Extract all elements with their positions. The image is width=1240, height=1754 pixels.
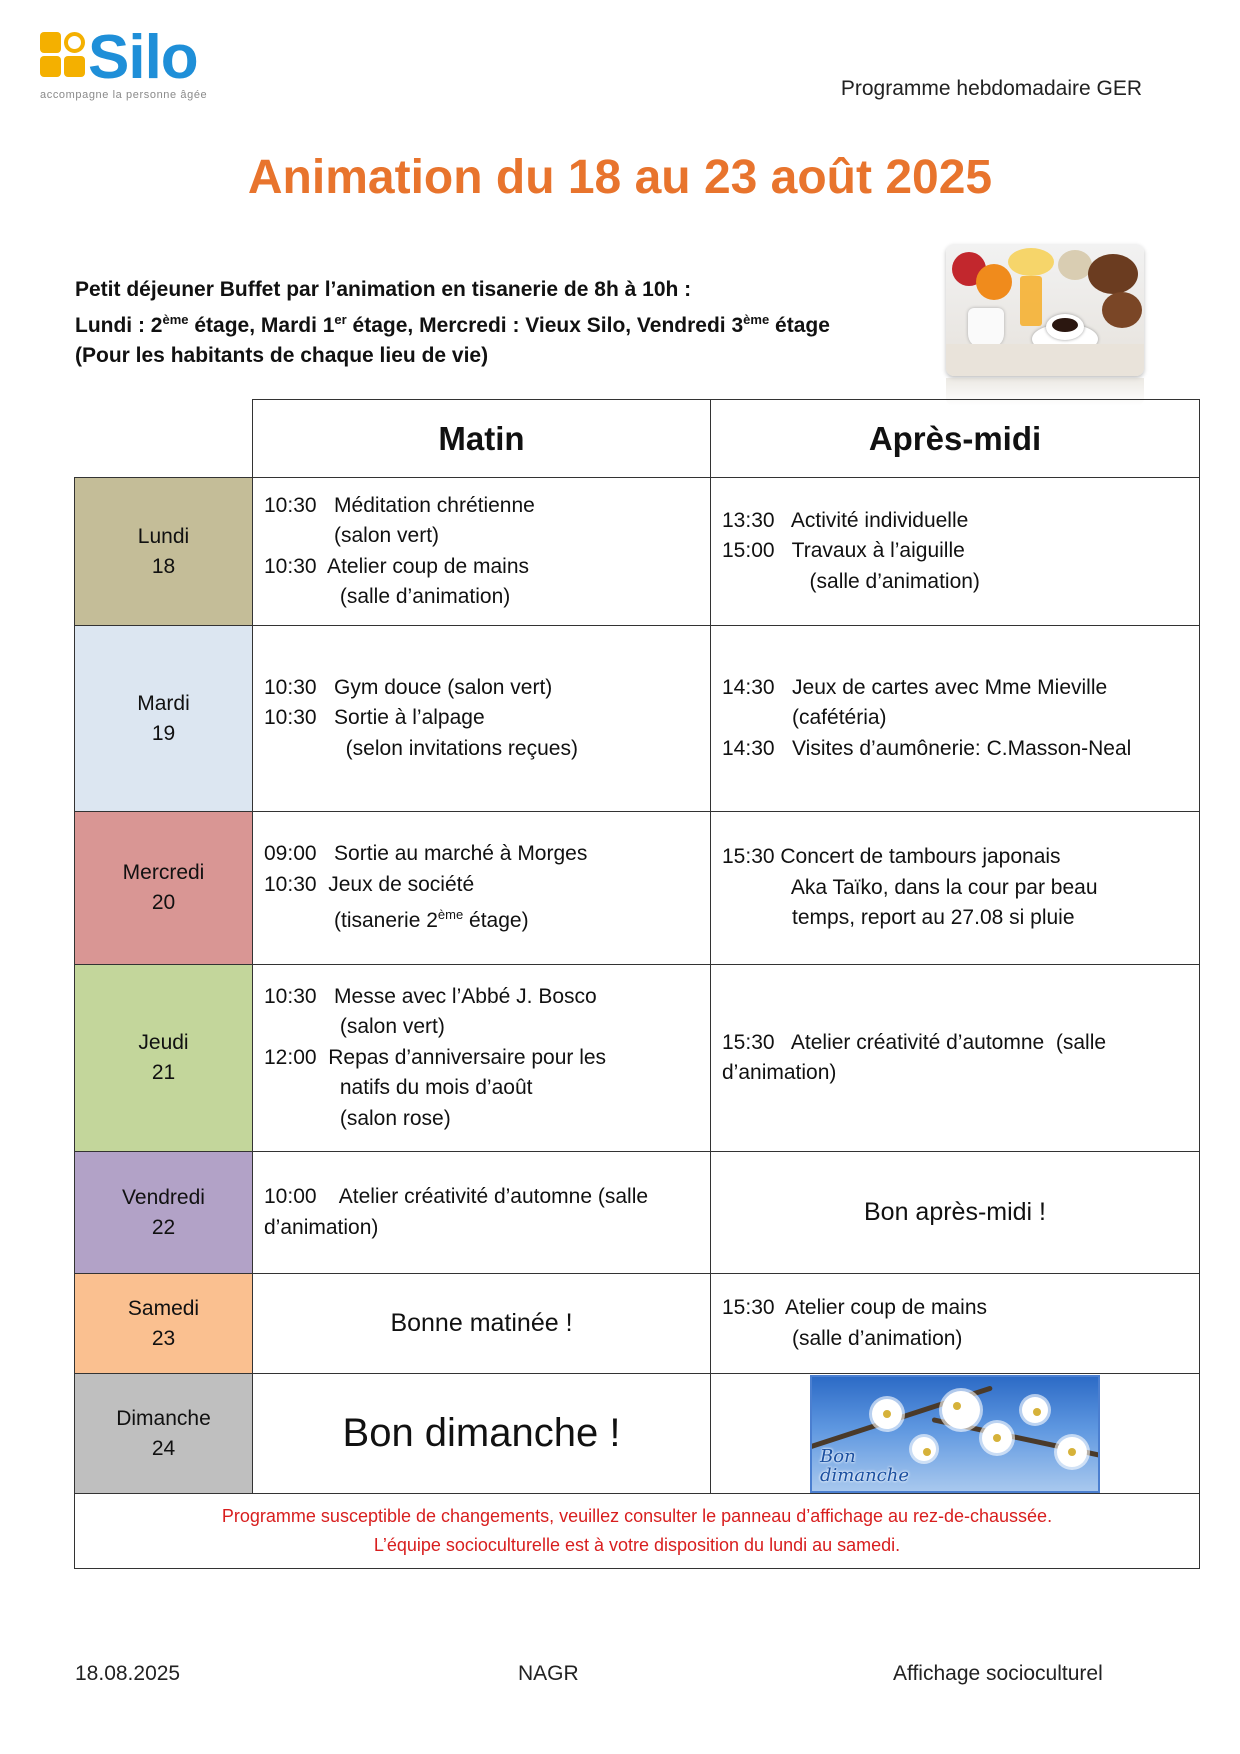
table-row [75, 1274, 1200, 1374]
morning-cell: 10:00 Atelier créativité d’automne (salle d’animation) [253, 1152, 711, 1274]
day-cell: Jeudi 21 [75, 965, 253, 1152]
table-row [75, 478, 1200, 626]
day-cell: Vendredi 22 [75, 1152, 253, 1274]
header-empty-cell [75, 400, 253, 478]
day-cell: Dimanche 24 [75, 1374, 253, 1494]
weekly-schedule-table [74, 399, 1200, 1569]
table-header-row [75, 400, 1200, 478]
day-cell: Mercredi 20 [75, 812, 253, 965]
table-row [75, 965, 1200, 1152]
table-footer-row [75, 1494, 1200, 1569]
bon-dimanche-image-text: Bon dimanche [820, 1445, 909, 1486]
morning-cell: 10:30 Messe avec l’Abbé J. Bosco (salon vert) 12:00 Repas d’anniversaire pour les natifs du mois d’août (salon rose) [253, 965, 711, 1152]
footer-label: Affichage socioculturel [893, 1662, 1103, 1685]
logo-mark-icon [40, 32, 88, 82]
day-cell: Samedi 23 [75, 1274, 253, 1374]
breakfast-intro [75, 275, 830, 371]
bon-dimanche-image [810, 1375, 1100, 1493]
day-cell: Mardi 19 [75, 626, 253, 812]
morning-cell: 09:00 Sortie au marché à Morges 10:30 Jeux de société (tisanerie 2ème étage) [253, 812, 711, 965]
logo-tagline: accompagne la personne âgée [40, 89, 208, 101]
program-label: Programme hebdomadaire GER [840, 77, 1142, 100]
page-title: Animation du 18 au 23 août 2025 [247, 151, 993, 204]
afternoon-cell: 14:30 Jeux de cartes avec Mme Mieville (cafétéria) 14:30 Visites d’aumônerie: C.Masson-Neal [711, 626, 1200, 812]
afternoon-cell: 15:30 Atelier créativité d’automne (salle d’animation) [711, 965, 1200, 1152]
intro-line-2: Lundi : 2ème étage, Mardi 1er étage, Mercredi : Vieux Silo, Vendredi 3ème étage [75, 312, 830, 337]
afternoon-cell: 13:30 Activité individuelle 15:00 Travaux à l’aiguille (salle d’animation) [711, 478, 1200, 626]
header-morning: Matin [253, 400, 711, 478]
header-afternoon: Après-midi [711, 400, 1200, 478]
table-row [75, 1374, 1200, 1494]
breakfast-image [946, 244, 1144, 376]
table-row [75, 626, 1200, 812]
footer-author: NAGR [518, 1662, 579, 1685]
afternoon-message: Bon après-midi ! [711, 1152, 1200, 1274]
morning-message: Bonne matinée ! [253, 1274, 711, 1374]
afternoon-cell: 15:30 Concert de tambours japonais Aka Taïko, dans la cour par beau temps, report au 27.08 si pluie [711, 812, 1200, 965]
changes-notice: Programme susceptible de changements, veuillez consulter le panneau d’affichage au rez-de-chaussée. L’équipe socioculturelle est à votre disposition du lundi au samedi. [75, 1494, 1200, 1569]
intro-line-1: Petit déjeuner Buffet par l’animation en tisanerie de 8h à 10h : [75, 278, 692, 301]
afternoon-cell: 15:30 Atelier coup de mains (salle d’animation) [711, 1274, 1200, 1374]
morning-message: Bon dimanche ! [253, 1374, 711, 1494]
silo-logo [40, 23, 220, 105]
logo-wordmark: Silo [88, 23, 198, 92]
day-cell: Lundi 18 [75, 478, 253, 626]
footer-date: 18.08.2025 [75, 1662, 181, 1685]
table-row [75, 1152, 1200, 1274]
afternoon-image-cell [711, 1374, 1200, 1494]
morning-cell: 10:30 Méditation chrétienne (salon vert) 10:30 Atelier coup de mains (salle d’animation) [253, 478, 711, 626]
table-row [75, 812, 1200, 965]
morning-cell: 10:30 Gym douce (salon vert) 10:30 Sortie à l’alpage (selon invitations reçues) [253, 626, 711, 812]
intro-line-3: (Pour les habitants de chaque lieu de vie) [75, 344, 489, 367]
